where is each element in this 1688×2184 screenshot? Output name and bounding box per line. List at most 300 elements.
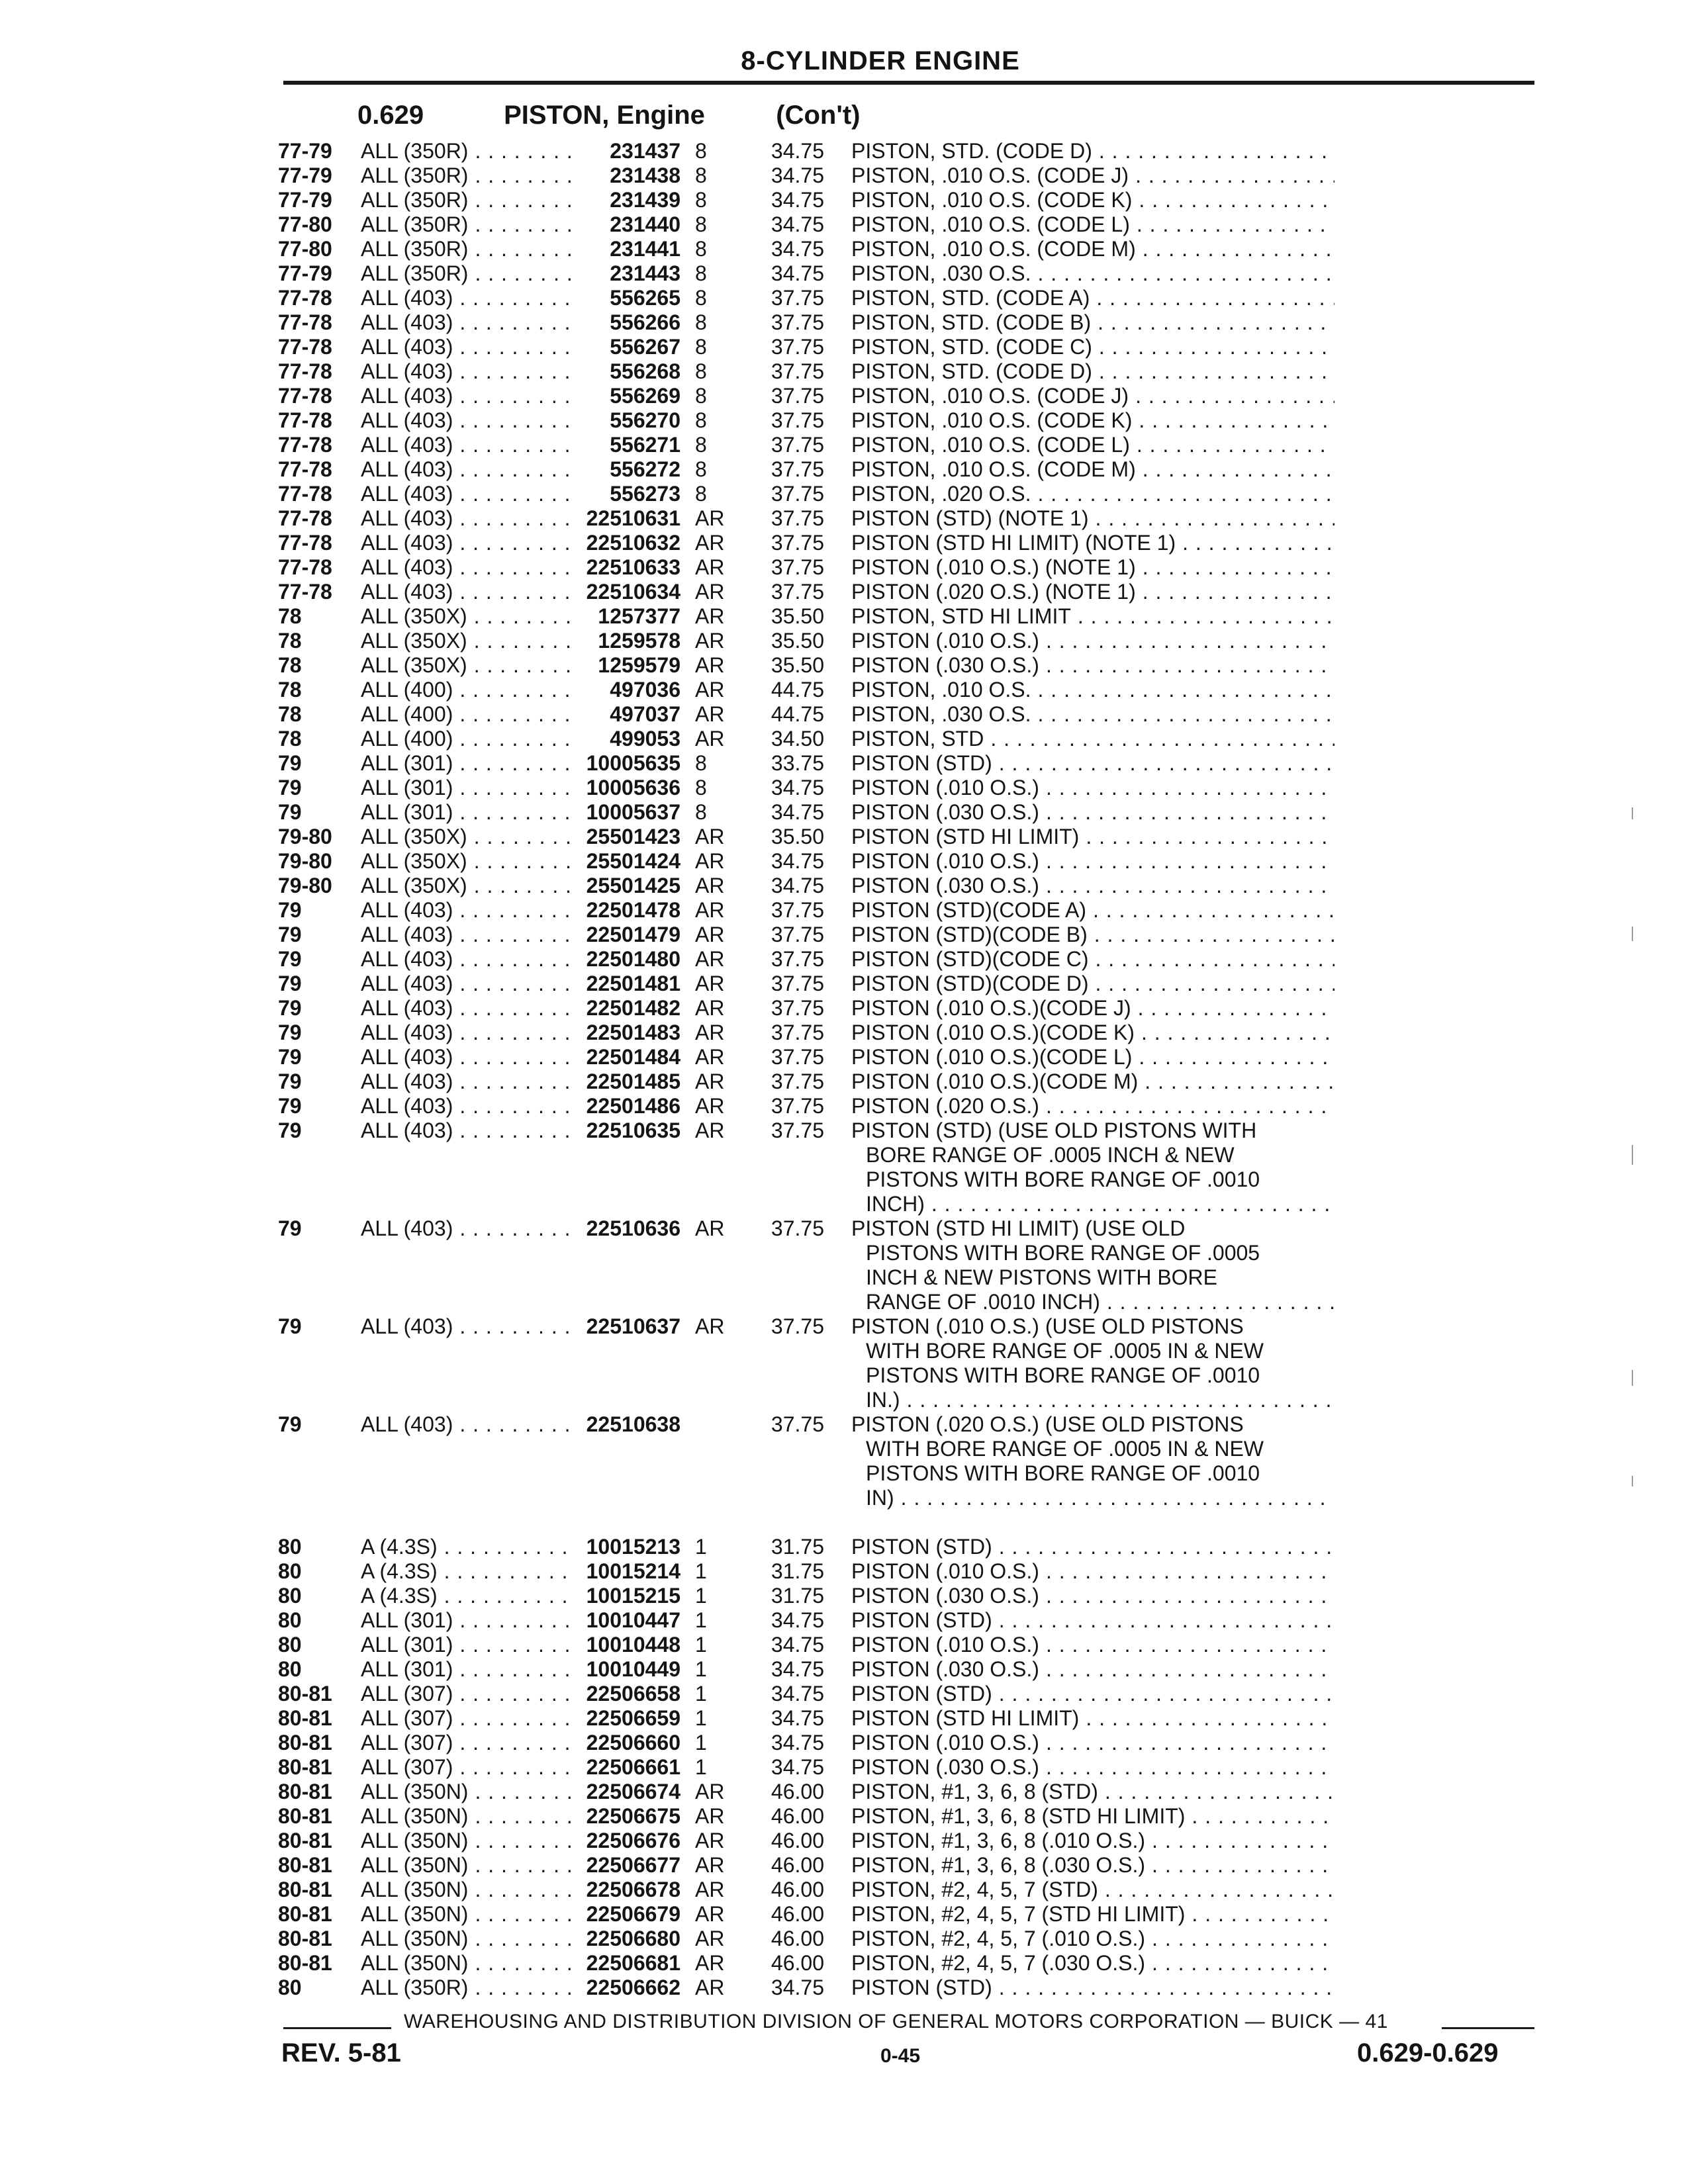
row-price: 37.75 [771,947,824,971]
row-quantity: AR [695,1902,725,1926]
row-part-number: 556270 [610,408,680,432]
row-model-text: ALL (307) [361,1706,453,1730]
footer-rule-left [283,2027,391,2029]
row-description [851,261,1335,286]
row-quantity: AR [695,1045,725,1069]
row-description [851,678,1335,702]
row-description-line [851,188,1335,212]
leader-dots [992,1535,1335,1559]
row-model-text: ALL (403) [361,1314,453,1338]
footer-revision: REV. 5-81 [281,2038,401,2068]
row-price: 46.00 [771,1829,824,1852]
row-year: 79 [278,800,302,824]
row-description-line [851,1535,1335,1559]
row-description-line [851,237,1335,261]
table-row [278,1853,1536,1878]
table-row [278,604,1536,629]
row-quantity: 8 [695,261,707,285]
row-quantity: 1 [695,1584,707,1608]
row-description-text: PISTON, #1, 3, 6, 8 (.030 O.S.) [851,1853,1146,1877]
leader-dots [453,457,576,482]
row-quantity: AR [695,874,725,897]
row-price: 37.75 [771,1021,824,1044]
row-model-text: ALL (403) [361,1021,453,1044]
row-part-number: 22506676 [586,1829,680,1852]
leader-dots [1039,1731,1335,1755]
row-model-text: ALL (350N) [361,1927,469,1950]
row-price: 37.75 [771,996,824,1020]
row-description [851,1682,1335,1706]
row-price: 35.50 [771,825,824,848]
row-year: 80-81 [278,1951,332,1975]
row-quantity: 1 [695,1706,707,1730]
row-description-text: INCH) [866,1192,925,1216]
row-description-line [851,1045,1335,1069]
row-description [851,702,1335,727]
row-description-line [851,1927,1335,1951]
leader-dots [992,751,1335,776]
table-row [278,580,1536,604]
table-row [278,1608,1536,1633]
row-model [361,1094,576,1118]
row-quantity: AR [695,604,725,628]
row-year: 80 [278,1633,302,1657]
row-year: 80 [278,1976,302,1999]
row-description [851,580,1335,604]
row-part-number: 25501423 [586,825,680,848]
row-model-text: ALL (350X) [361,874,467,897]
leader-dots [453,1021,576,1045]
leader-dots [468,237,576,261]
leader-dots [468,163,576,188]
leader-dots [1132,188,1335,212]
row-quantity: 1 [695,1608,707,1632]
row-model [361,1657,576,1682]
row-description-text: PISTON (STD)(CODE A) [851,898,1086,922]
row-year: 77-78 [278,506,332,530]
table-row [278,1535,1536,1559]
row-model [361,1902,576,1927]
section-title: PISTON, Engine [504,101,705,130]
row-quantity: 8 [695,408,707,432]
row-model-text: ALL (350X) [361,825,467,848]
row-year: 77-78 [278,580,332,604]
table-row [278,1412,1536,1510]
leader-dots [438,1584,576,1608]
leader-dots [1039,1559,1335,1584]
footer-rule-right [1442,2027,1534,2029]
table-row [278,751,1536,776]
row-model-text: ALL (403) [361,972,453,995]
table-row [278,1878,1536,1902]
row-model-text: ALL (403) [361,286,453,310]
row-model [361,1976,576,2000]
row-part-number: 231437 [610,139,680,163]
table-row [278,1216,1536,1314]
row-model [361,310,576,335]
row-price: 37.75 [771,972,824,995]
leader-dots [1185,1804,1335,1829]
leader-dots [453,800,576,825]
row-description-line [851,1290,1335,1314]
row-model [361,629,576,653]
row-description-text: PISTON (.030 O.S.) [851,1584,1039,1608]
table-row [278,1706,1536,1731]
row-quantity: AR [695,849,725,873]
row-year: 80-81 [278,1755,332,1779]
leader-dots [453,678,576,702]
row-year: 77-79 [278,163,332,187]
row-quantity: 8 [695,482,707,506]
row-description [851,1657,1335,1682]
row-description-line: PISTON (STD HI LIMIT) (USE OLD [851,1216,1186,1240]
row-part-number: 231443 [610,261,680,285]
leader-dots [992,1682,1335,1706]
row-year: 79 [278,996,302,1020]
row-part-number: 10005637 [586,800,680,824]
row-quantity: 8 [695,139,707,163]
row-description-line: PISTON (STD) (USE OLD PISTONS WITH [851,1118,1257,1142]
row-part-number: 22506661 [586,1755,680,1779]
row-description-line [851,1951,1335,1976]
section-heading [357,101,860,130]
table-row [278,384,1536,408]
row-model-text: ALL (350R) [361,212,469,236]
row-description [851,1902,1335,1927]
leader-dots [468,188,576,212]
table-row [278,1902,1536,1927]
row-price: 37.75 [771,335,824,359]
leader-dots [453,1314,576,1339]
row-year: 78 [278,678,302,702]
row-description-line [851,482,1335,506]
row-description-text: PISTON (STD) (NOTE 1) [851,506,1089,530]
row-year: 80-81 [278,1853,332,1877]
row-year: 78 [278,604,302,628]
row-description-text: PISTON, .030 O.S. [851,261,1031,285]
row-price: 46.00 [771,1780,824,1803]
row-model [361,531,576,555]
row-part-number: 22510638 [586,1412,680,1436]
row-model-text: ALL (350R) [361,1976,469,1999]
table-row [278,1682,1536,1706]
row-part-number: 22506674 [586,1780,680,1803]
row-quantity: AR [695,653,725,677]
row-price: 35.50 [771,604,824,628]
row-part-number: 22506660 [586,1731,680,1754]
leader-dots [1129,384,1335,408]
row-description-line [851,1559,1335,1584]
row-model [361,1804,576,1829]
row-price: 34.75 [771,874,824,897]
row-description [851,1706,1335,1731]
row-price: 34.75 [771,188,824,212]
leader-dots [453,286,576,310]
row-quantity: AR [695,1216,725,1240]
leader-dots [1132,408,1335,433]
row-price: 37.75 [771,923,824,946]
footer-section-range: 0.629-0.629 [1357,2038,1499,2068]
row-model-text: ALL (350N) [361,1780,469,1803]
row-description-line [851,286,1335,310]
row-quantity: 1 [695,1559,707,1583]
leader-dots [1039,653,1335,678]
parts-table [278,139,1536,2000]
row-description-text: PISTON, STD. (CODE B) [851,310,1092,334]
row-description-line [851,604,1335,629]
row-model [361,1780,576,1804]
row-description [851,1118,1335,1216]
leader-dots [1089,972,1335,996]
row-model [361,1706,576,1731]
row-part-number: 10010448 [586,1633,680,1657]
leader-dots [468,1829,576,1853]
leader-dots [453,482,576,506]
row-description-text: PISTON, .010 O.S. (CODE L) [851,212,1130,236]
row-description-text: PISTON (.030 O.S.) [851,653,1039,677]
row-model-text: ALL (350R) [361,139,469,163]
row-description [851,310,1335,335]
row-price: 37.75 [771,531,824,555]
row-quantity: AR [695,555,725,579]
row-part-number: 1259578 [598,629,680,653]
row-year: 80-81 [278,1804,332,1828]
row-description-text: PISTON (STD HI LIMIT) [851,1706,1080,1730]
footer-page-number: 0-45 [880,2045,921,2067]
row-part-number: 556272 [610,457,680,481]
row-price: 34.50 [771,727,824,751]
row-description-line [851,1878,1335,1902]
row-model-text: ALL (403) [361,310,453,334]
page-title: 8-CYLINDER ENGINE [741,46,1020,75]
row-model [361,727,576,751]
row-description-text: IN.) [866,1388,900,1412]
leader-dots [453,1094,576,1118]
leader-dots [1086,898,1335,923]
row-price: 34.75 [771,261,824,285]
row-part-number: 22510637 [586,1314,680,1338]
row-price: 37.75 [771,555,824,579]
row-price: 44.75 [771,678,824,702]
row-description [851,1559,1335,1584]
row-price: 34.75 [771,1657,824,1681]
row-model-text: ALL (350N) [361,1902,469,1926]
scan-edge-mark [1632,807,1633,819]
leader-dots [1136,555,1335,580]
row-year: 79 [278,1021,302,1044]
row-description-text: PISTON, .010 O.S. (CODE J) [851,384,1129,408]
row-model [361,1951,576,1976]
row-description-line [851,261,1335,286]
row-model-text: ALL (400) [361,678,453,702]
row-price: 34.75 [771,1633,824,1657]
leader-dots [1092,139,1335,163]
row-description-text: PISTON, STD. (CODE D) [851,139,1092,163]
row-description-text: PISTON, STD. (CODE C) [851,335,1092,359]
row-description-text: PISTON, .010 O.S. (CODE L) [851,433,1130,457]
table-row [278,1069,1536,1094]
row-description-text: PISTON (.010 O.S.) (NOTE 1) [851,555,1136,579]
row-model [361,335,576,359]
row-quantity: 8 [695,457,707,481]
row-description-line [851,359,1335,384]
row-description-line [851,800,1335,825]
row-description-line [851,1633,1335,1657]
row-part-number: 10015215 [586,1584,680,1608]
row-year: 79 [278,1118,302,1142]
row-description-text: PISTON (.030 O.S.) [851,1657,1039,1681]
table-row [278,874,1536,898]
row-description [851,506,1335,531]
table-row [278,1804,1536,1829]
leader-dots [468,1878,576,1902]
row-part-number: 231440 [610,212,680,236]
leader-dots [453,1069,576,1094]
row-price: 46.00 [771,1878,824,1901]
row-description-line [851,898,1335,923]
row-model-text: ALL (403) [361,555,453,579]
row-year: 79 [278,947,302,971]
row-year: 80-81 [278,1878,332,1901]
leader-dots [1079,1706,1335,1731]
row-description-line [851,1094,1335,1118]
row-price: 34.75 [771,1755,824,1779]
row-part-number: 497037 [610,702,680,726]
row-model [361,604,576,629]
row-model-text: ALL (301) [361,776,453,799]
row-model-text: ALL (307) [361,1682,453,1706]
row-description-line [851,1486,1335,1510]
row-description-text: IN) [866,1486,894,1510]
row-price: 34.75 [771,1976,824,1999]
table-row [278,1951,1536,1976]
row-model-text: ALL (307) [361,1755,453,1779]
table-row [278,1118,1536,1216]
leader-dots [453,408,576,433]
row-description-line: PISTONS WITH BORE RANGE OF .0010 [866,1363,1260,1387]
row-description-line [851,163,1335,188]
row-description-line [851,139,1335,163]
row-description-line [851,1804,1335,1829]
row-description [851,825,1335,849]
leader-dots [1039,1755,1335,1780]
row-description-text: PISTON (.020 O.S.) [851,1094,1039,1118]
row-price: 34.75 [771,163,824,187]
row-quantity: 1 [695,1682,707,1706]
table-row [278,433,1536,457]
row-description-line [851,1388,1335,1412]
leader-dots [1089,947,1335,972]
row-description [851,1216,1335,1314]
leader-dots [453,506,576,531]
leader-dots [438,1535,576,1559]
leader-dots [1138,1069,1335,1094]
row-model [361,457,576,482]
row-part-number: 22506659 [586,1706,680,1730]
row-price: 37.75 [771,359,824,383]
row-part-number: 556273 [610,482,680,506]
row-description-text: PISTON (.010 O.S.) [851,1633,1039,1657]
section-number: 0.629 [357,101,424,130]
row-year: 79 [278,1314,302,1338]
row-price: 37.75 [771,1045,824,1069]
row-model [361,1535,576,1559]
row-description [851,653,1335,678]
row-part-number: 22501486 [586,1094,680,1118]
table-row [278,482,1536,506]
row-description [851,1412,1335,1510]
row-quantity: AR [695,1976,725,1999]
row-price: 34.75 [771,1608,824,1632]
row-description-line [851,1731,1335,1755]
row-price: 37.75 [771,580,824,604]
leader-dots [467,604,576,629]
row-year: 80 [278,1584,302,1608]
row-quantity: 8 [695,212,707,236]
row-description-text: PISTON, .010 O.S. (CODE J) [851,163,1129,187]
row-price: 46.00 [771,1804,824,1828]
leader-dots [453,531,576,555]
row-part-number: 231439 [610,188,680,212]
row-quantity: 8 [695,335,707,359]
row-description-line [851,727,1335,751]
row-description-text: PISTON, #2, 4, 5, 7 (STD HI LIMIT) [851,1902,1186,1926]
row-part-number: 10010449 [586,1657,680,1681]
row-model [361,1731,576,1755]
leader-dots [1039,849,1335,874]
row-model-text: ALL (403) [361,506,453,530]
row-description-line [851,1657,1335,1682]
row-model [361,433,576,457]
row-description [851,1755,1335,1780]
leader-dots [468,139,576,163]
row-quantity: AR [695,1118,725,1142]
row-model [361,849,576,874]
row-price: 34.75 [771,800,824,824]
table-row [278,947,1536,972]
row-year: 80 [278,1559,302,1583]
leader-dots [1039,629,1335,653]
row-price: 37.75 [771,310,824,334]
row-part-number: 10005636 [586,776,680,799]
row-description-text: PISTON (STD) [851,1535,992,1559]
leader-dots [453,310,576,335]
row-year: 79 [278,972,302,995]
row-model-text: A (4.3S) [361,1584,438,1608]
footer-division: WAREHOUSING AND DISTRIBUTION DIVISION OF GENERAL MOTORS CORPORATION — BUICK — 41 [404,2011,1388,2032]
row-quantity: 8 [695,751,707,775]
leader-dots [1130,212,1335,237]
row-model-text: ALL (307) [361,1731,453,1754]
row-description-text: PISTON, #1, 3, 6, 8 (.010 O.S.) [851,1829,1146,1852]
leader-dots [1088,923,1335,947]
row-description [851,629,1335,653]
row-description-text: PISTON (.010 O.S.) [851,1559,1039,1583]
row-quantity: 8 [695,384,707,408]
row-model [361,653,576,678]
row-description-line: BORE RANGE OF .0005 INCH & NEW [866,1143,1235,1167]
row-description-text: PISTON, STD. (CODE D) [851,359,1092,383]
row-year: 77-78 [278,310,332,334]
row-price: 37.75 [771,1069,824,1093]
leader-dots [1079,825,1335,849]
row-description-line [851,531,1335,555]
row-description-line [851,947,1335,972]
row-description [851,1878,1335,1902]
row-year: 79 [278,1412,302,1436]
row-model-text: ALL (350N) [361,1878,469,1901]
table-row [278,1829,1536,1853]
